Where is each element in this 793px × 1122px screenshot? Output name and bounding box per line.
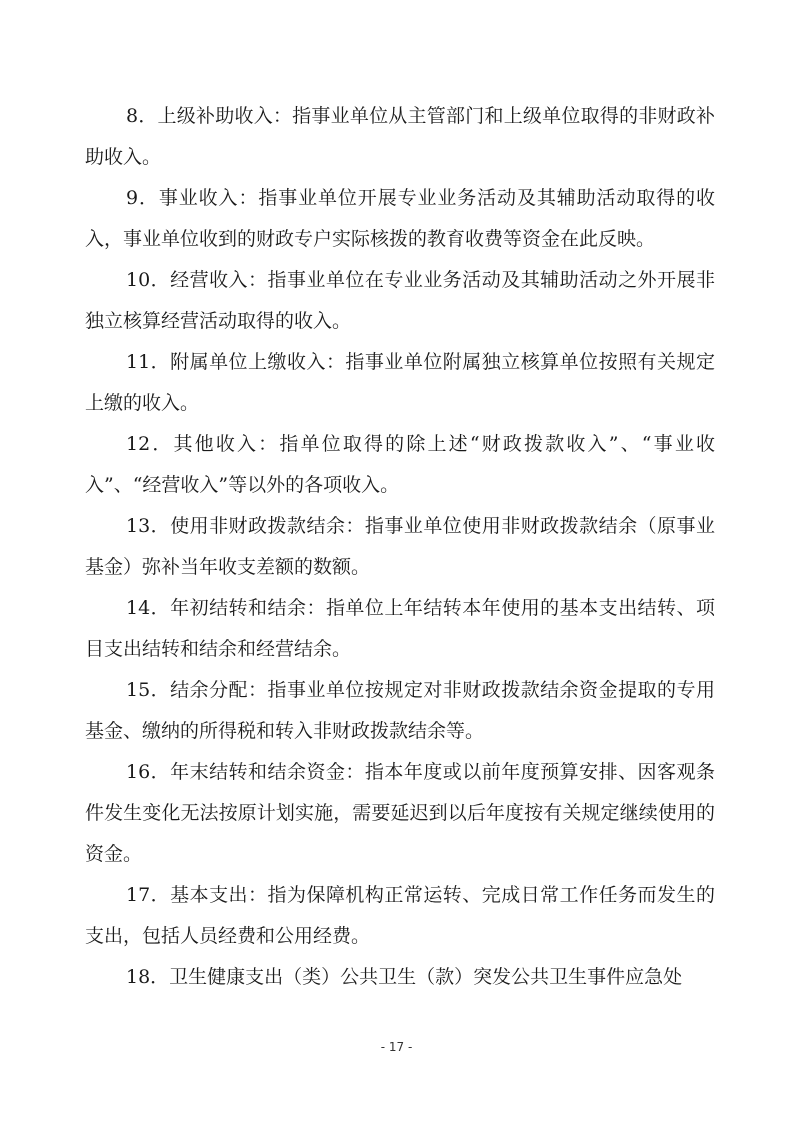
page-number: - 17 - bbox=[380, 1040, 413, 1054]
paragraph-item-16: 16．年末结转和结余资金：指本年度或以前年度预算安排、因客观条件发生变化无法按原计划实施，需要延迟到以后年度按有关规定继续使用的资金。 bbox=[85, 761, 715, 865]
paragraph-item-8: 8．上级补助收入：指事业单位从主管部门和上级单位取得的非财政补助收入。 bbox=[85, 105, 715, 168]
paragraph-item-15: 15．结余分配：指事业单位按规定对非财政拨款结余资金提取的专用基金、缴纳的所得税和转入非财政拨款结余等。 bbox=[85, 679, 715, 742]
paragraph-item-10: 10．经营收入：指事业单位在专业业务活动及其辅助活动之外开展非独立核算经营活动取得的收入。 bbox=[85, 269, 715, 332]
paragraph-item-11: 11．附属单位上缴收入：指事业单位附属独立核算单位按照有关规定上缴的收入。 bbox=[85, 351, 715, 414]
paragraph-item-18: 18．卫生健康支出（类）公共卫生（款）突发公共卫生事件应急处 bbox=[126, 966, 683, 988]
paragraph-item-14: 14．年初结转和结余：指单位上年结转本年使用的基本支出结转、项目支出结转和结余和经营结余。 bbox=[85, 597, 715, 660]
paragraph-item-13: 13．使用非财政拨款结余：指事业单位使用非财政拨款结余（原事业基金）弥补当年收支差额的数额。 bbox=[85, 515, 715, 578]
paragraph-item-9: 9．事业收入：指事业单位开展专业业务活动及其辅助活动取得的收入，事业单位收到的财政专户实际核拨的教育收费等资金在此反映。 bbox=[85, 187, 715, 250]
document-body bbox=[85, 96, 715, 998]
paragraph-item-17: 17．基本支出：指为保障机构正常运转、完成日常工作任务而发生的支出，包括人员经费和公用经费。 bbox=[85, 884, 715, 947]
paragraph-item-12: 12．其他收入：指单位取得的除上述“财政拨款收入”、“事业收入”、“经营收入”等以外的各项收入。 bbox=[85, 433, 715, 496]
